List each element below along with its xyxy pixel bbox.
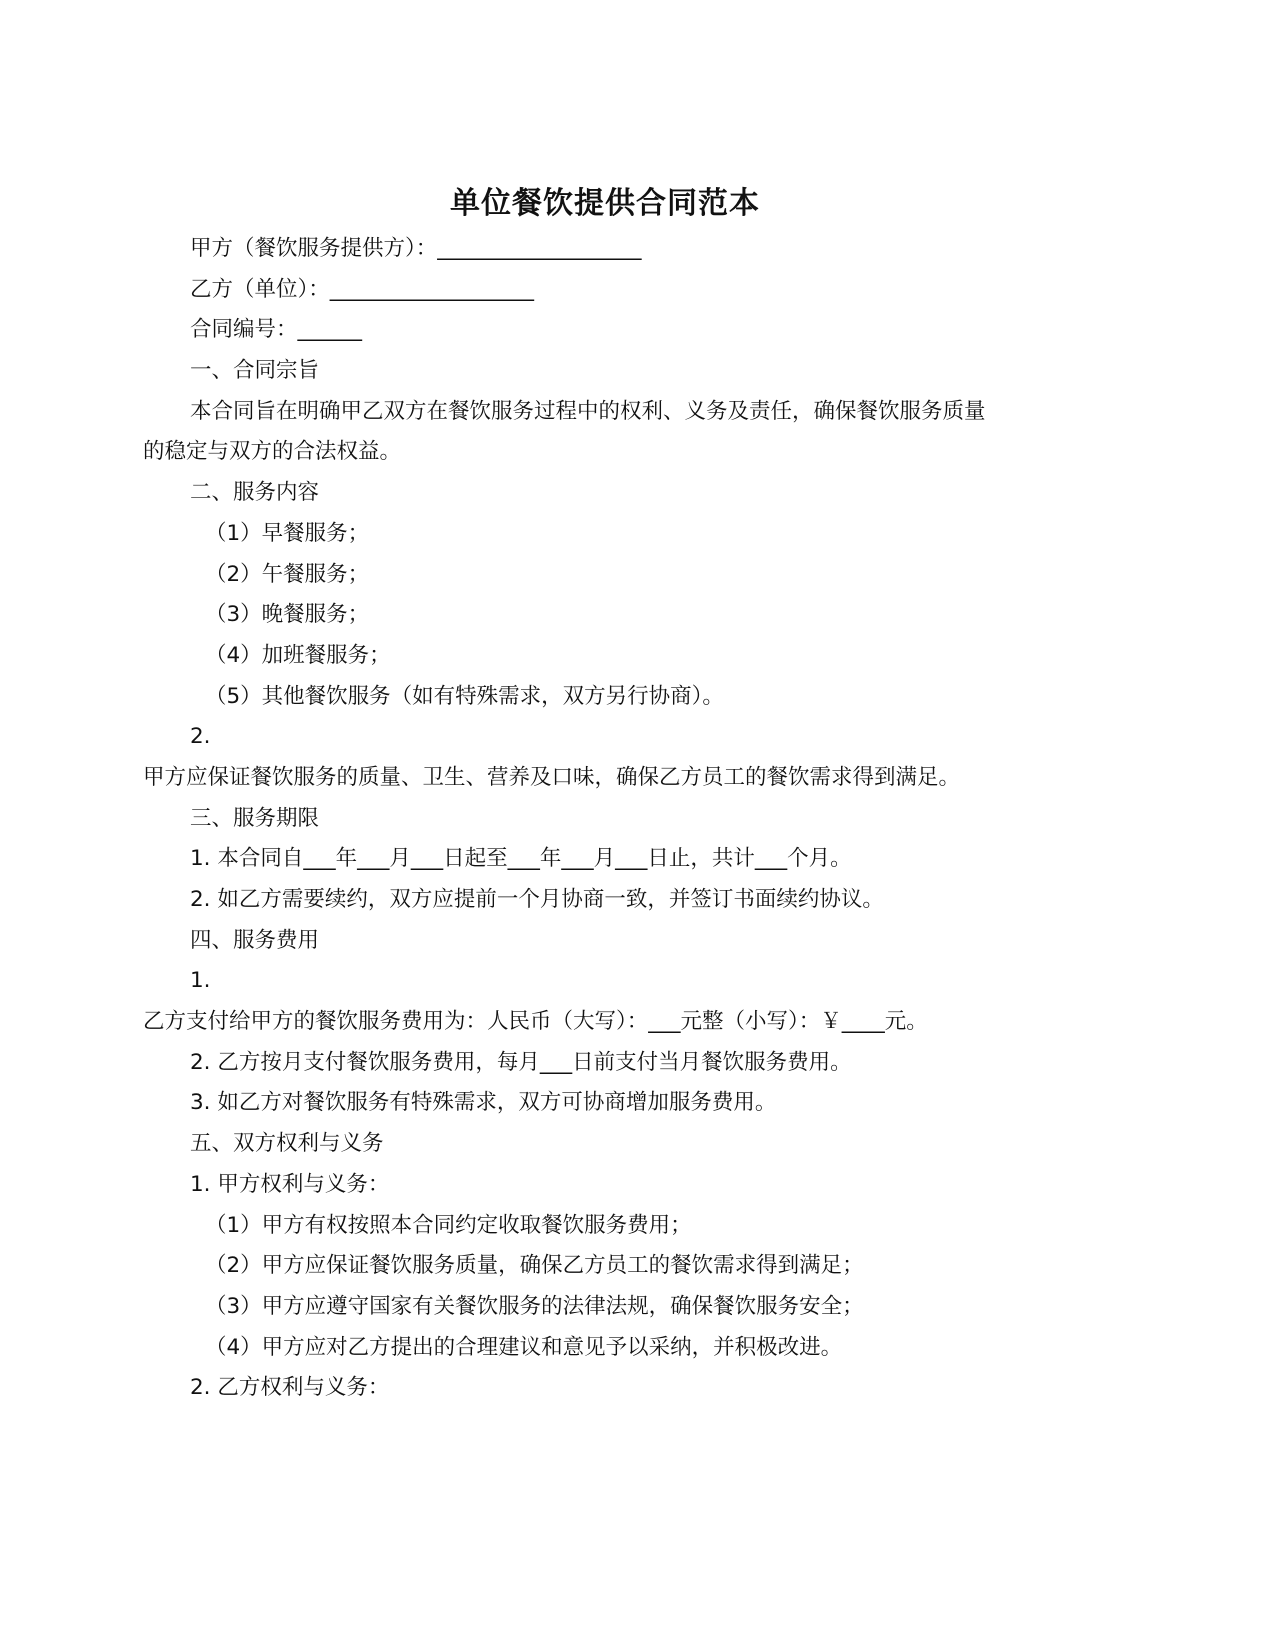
paragraph-line: （4）甲方应对乙方提出的合理建议和意见予以采纳，并积极改进。 (205, 1334, 843, 1360)
paragraph-line: 2. (190, 724, 211, 750)
paragraph-line: （2）甲方应保证餐饮服务质量，确保乙方员工的餐饮需求得到满足； (205, 1253, 864, 1279)
paragraph-line: 3. 如乙方对餐饮服务有特殊需求，双方可协商增加服务费用。 (190, 1090, 777, 1116)
paragraph-line: 1. (190, 968, 211, 994)
paragraph-line: 五、双方权利与义务 (190, 1131, 384, 1157)
paragraph-line: （4）加班餐服务； (205, 642, 391, 668)
paragraph-line: （5）其他餐饮服务（如有特殊需求，双方另行协商）。 (205, 683, 724, 709)
paragraph-line: 三、服务期限 (190, 805, 320, 831)
paragraph-line: 1. 本合同自___年___月___日起至___年___月___日止，共计___个月。 (190, 846, 852, 872)
paragraph-line: （3）晚餐服务； (205, 602, 370, 628)
paragraph-line: 乙方支付给甲方的餐饮服务费用为：人民币（大写）：___元整（小写）：￥____元。 (143, 1009, 928, 1035)
paragraph-line: 二、服务内容 (190, 480, 320, 506)
paragraph-line: 2. 乙方按月支付餐饮服务费用，每月___日前支付当月餐饮服务费用。 (190, 1049, 852, 1075)
paragraph-line: （1）早餐服务； (205, 520, 370, 546)
paragraph-line: 2. 如乙方需要续约，双方应提前一个月协商一致，并签订书面续约协议。 (190, 887, 884, 912)
document-body (143, 229, 1083, 1409)
paragraph-line: （2）午餐服务； (205, 561, 370, 587)
paragraph-line: 四、服务费用 (190, 927, 320, 953)
paragraph-line: （3）甲方应遵守国家有关餐饮服务的法律法规，确保餐饮服务安全； (205, 1293, 864, 1319)
paragraph-line: 一、合同宗旨 (190, 358, 320, 384)
document-title: 单位餐饮提供合同范本 (450, 186, 760, 221)
paragraph-line: 合同编号：______ (190, 317, 363, 343)
paragraph-line: 甲方应保证餐饮服务的质量、卫生、营养及口味，确保乙方员工的餐饮需求得到满足。 (143, 764, 961, 790)
paragraph-line: （1）甲方有权按照本合同约定收取餐饮服务费用； (205, 1212, 692, 1238)
paragraph-line: 乙方（单位）：___________________ (190, 276, 535, 302)
paragraph-line: 1. 甲方权利与义务： (190, 1171, 390, 1197)
paragraph-line: 2. 乙方权利与义务： (190, 1375, 390, 1401)
paragraph-line: 的稳定与双方的合法权益。 (143, 439, 402, 465)
paragraph-line: 甲方（餐饮服务提供方）：___________________ (190, 236, 642, 261)
paragraph-line: 本合同旨在明确甲乙双方在餐饮服务过程中的权利、义务及责任，确保餐饮服务质量 (190, 398, 986, 424)
